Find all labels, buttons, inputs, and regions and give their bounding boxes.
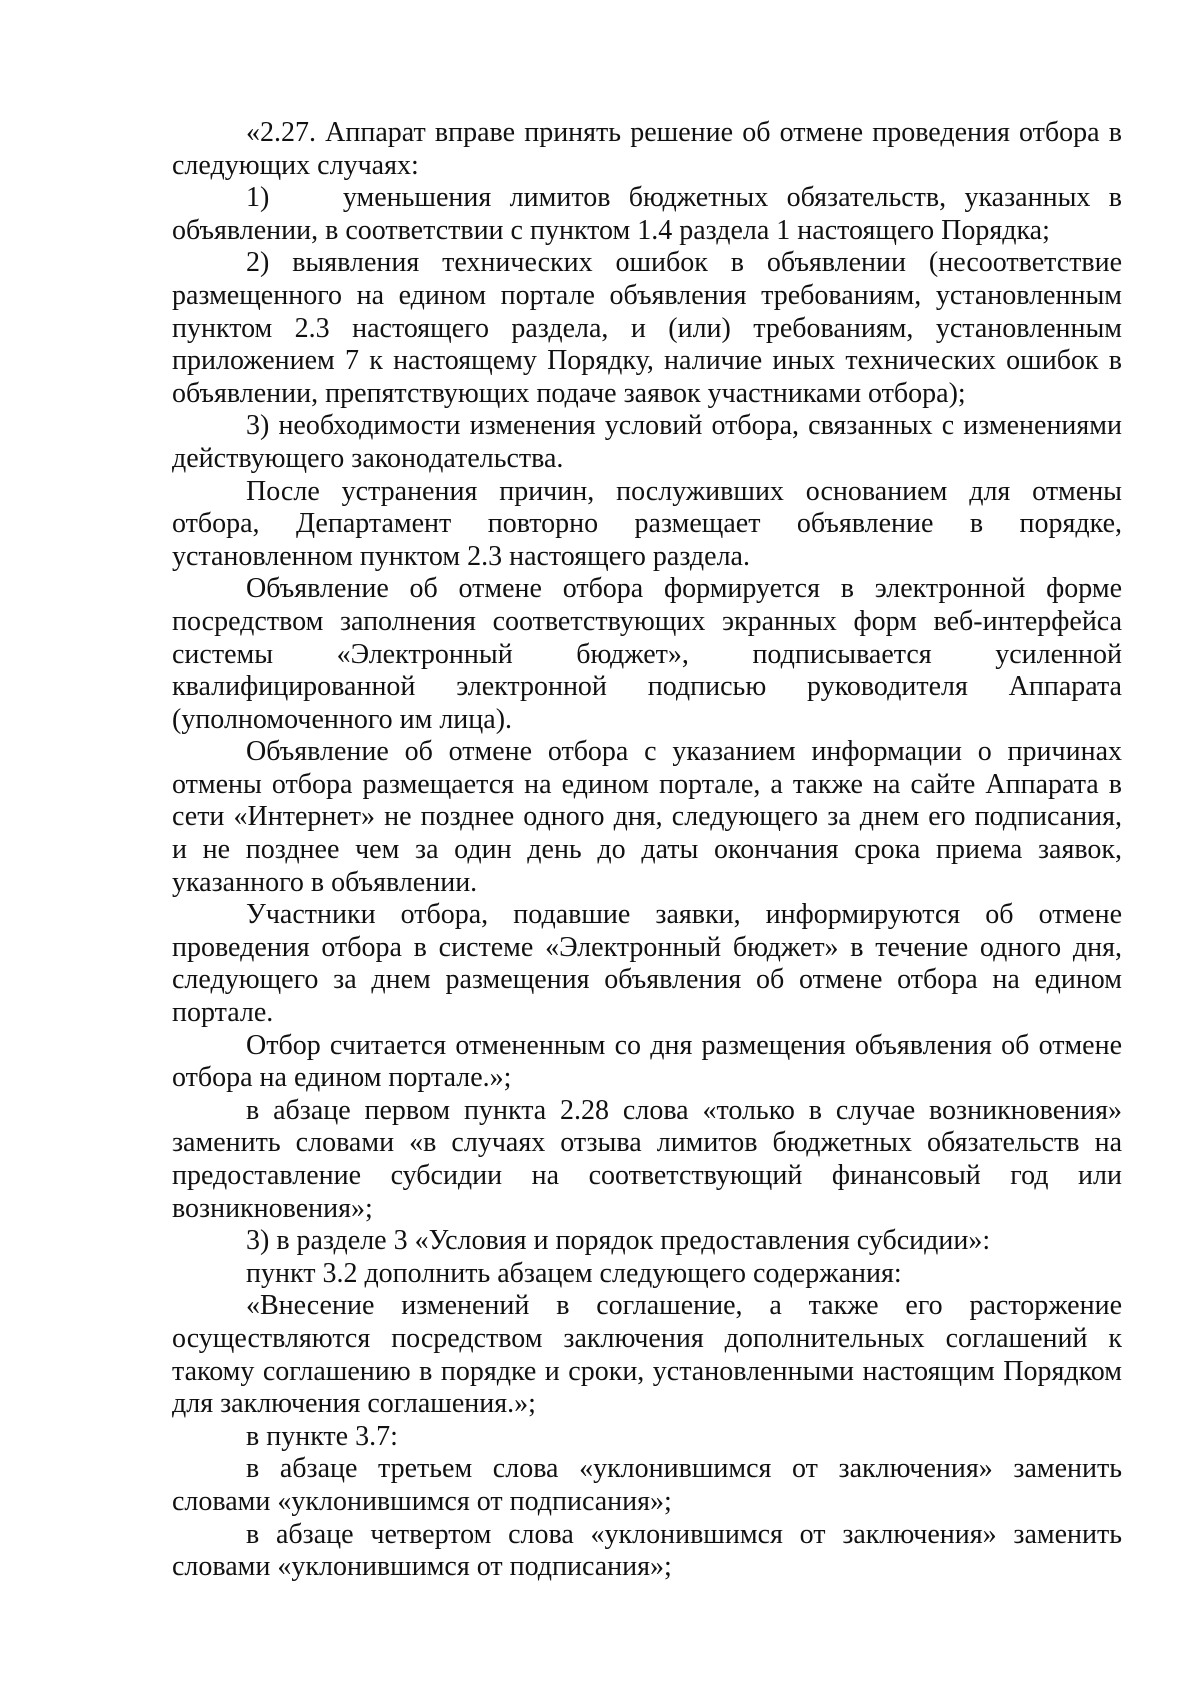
paragraph: в абзаце четвертом слова «уклонившимся от заключения» заменить словами «уклонившимся от подписания»; — [172, 1518, 1122, 1583]
paragraph: Участники отбора, подавшие заявки, информируются об отмене проведения отбора в системе «Электронный бюджет» в течение одного дня, следующего за днем размещения объявления об отмене отбора на едином портале. — [172, 899, 1122, 1029]
paragraph: «2.27. Аппарат вправе принять решение об отмене проведения отбора в следующих случаях: — [172, 117, 1122, 181]
paragraph: Отбор считается отмененным со дня размещения объявления об отмене отбора на едином портале.»; — [172, 1029, 1122, 1094]
paragraph: 1) уменьшения лимитов бюджетных обязательств, указанных в объявлении, в соответствии с пунктом 1.4 раздела 1 настоящего Порядка; — [172, 182, 1122, 246]
paragraph: Объявление об отмене отбора с указанием информации о причинах отмены отбора размещается на едином портале, а также на сайте Аппарата в сети «Интернет» не позднее одного дня, следующего за днем его подписания, и не позднее чем за один день до даты окончания срока приема заявок, указанного в объявлении. — [172, 736, 1122, 898]
paragraph: в пункте 3.7: — [246, 1420, 398, 1452]
paragraph: пункт 3.2 дополнить абзацем следующего содержания: — [246, 1257, 902, 1289]
paragraph: Объявление об отмене отбора формируется в электронной форме посредством заполнения соответствующих экранных форм веб-интерфейса системы «Электронный бюджет», подписывается усиленной квалифицированной электронной подписью руководителя Аппарата (уполномоченного им лица). — [172, 573, 1122, 735]
paragraph: 2) выявления технических ошибок в объявлении (несоответствие размещенного на едином портале объявления требованиям, установленным пунктом 2.3 настоящего раздела, и (или) требованиям, установленным приложением 7 к настоящему Порядку, наличие иных технических ошибок в объявлении, препятствующих подаче заявок участниками отбора); — [172, 247, 1122, 409]
paragraph: в абзаце третьем слова «уклонившимся от заключения» заменить словами «уклонившимся от подписания»; — [172, 1453, 1122, 1517]
paragraph: 3) в разделе 3 «Условия и порядок предоставления субсидии»: — [246, 1225, 991, 1257]
paragraph: 3) необходимости изменения условий отбора, связанных с изменениями действующего законодательства. — [172, 410, 1122, 474]
document-page — [172, 117, 1122, 1584]
paragraph: «Внесение изменений в соглашение, а также его расторжение осуществляются посредством заключения дополнительных соглашений к такому соглашению в порядке и сроки, установленными настоящим Порядком для заключения соглашения.»; — [172, 1290, 1122, 1420]
paragraph: После устранения причин, послуживших основанием для отмены отбора, Департамент повторно размещает объявление в порядке, установленном пунктом 2.3 настоящего раздела. — [172, 475, 1122, 572]
paragraph: в абзаце первом пункта 2.28 слова «только в случае возникновения» заменить словами «в случаях отзыва лимитов бюджетных обязательств на предоставление субсидии на соответствующий финансовый год или возникновения»; — [172, 1094, 1122, 1224]
